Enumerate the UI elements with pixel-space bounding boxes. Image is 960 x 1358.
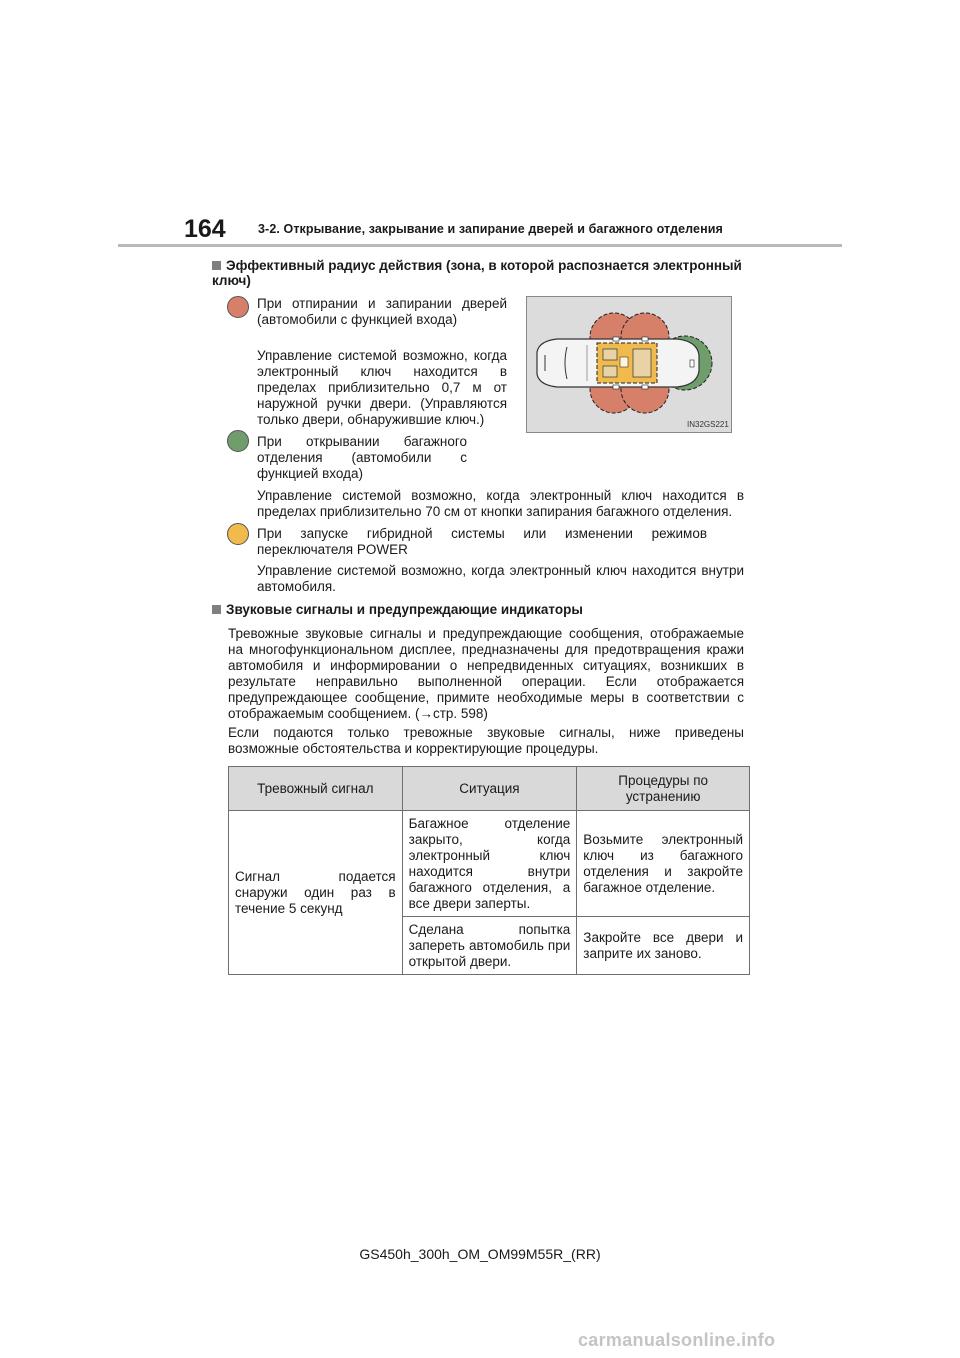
item1-body: Управление системой возможно, когда электронный ключ находится в пределах приблизительно 0,7 м от наружной ручки двери. (Управляются только двери, обнаружившие ключ.) bbox=[257, 348, 507, 427]
door-handle-icon bbox=[613, 385, 619, 389]
green-zone-marker bbox=[227, 430, 249, 452]
header-procedure: Процедуры по устранению bbox=[577, 767, 750, 811]
seat-front-right bbox=[603, 366, 617, 377]
door-handle-icon bbox=[613, 337, 619, 341]
item3-title: При запуске гибридной системы или изменении режимов переключателя POWER bbox=[257, 526, 707, 557]
square-bullet-icon bbox=[212, 261, 221, 270]
trunk-button-icon bbox=[690, 360, 694, 367]
range-heading bbox=[212, 258, 747, 288]
item1-title: При отпирании и запирании дверей (автомобили с функцией входа) bbox=[257, 296, 507, 327]
range-heading-text: Эффективный радиус действия (зона, в которой распознается электронный ключ) bbox=[212, 258, 742, 288]
door-handle-icon bbox=[642, 337, 648, 341]
procedure-cell: Возьмите электронный ключ из багажного отделения и закройте багажное отделение. bbox=[577, 811, 750, 917]
alarms-paragraph-2: Если подаются только тревожные звуковые сигналы, ниже приведены возможные обстоятельства и корректирующие процедуры. bbox=[228, 725, 744, 756]
watermark: carmanualsonline.info bbox=[578, 1330, 776, 1350]
item3-body: Управление системой возможно, когда электронный ключ находится внутри автомобиля. bbox=[257, 563, 744, 594]
situation-cell: Сделана попытка запереть автомобиль при открытой двери. bbox=[402, 917, 577, 975]
header-rule bbox=[118, 244, 842, 247]
document-code: GS450h_300h_OM_OM99M55R_(RR) bbox=[359, 1246, 601, 1262]
item2-title: При открывании багажного отделения (автомобили с функцией входа) bbox=[257, 434, 467, 481]
seat-front-left bbox=[603, 349, 617, 360]
yellow-zone-marker bbox=[227, 523, 249, 545]
procedure-cell: Закройте все двери и заприте их заново. bbox=[577, 917, 750, 975]
alarm-table bbox=[228, 766, 750, 975]
car-range-diagram bbox=[527, 297, 731, 432]
alarms-paragraph-1: Тревожные звуковые сигналы и предупреждающие сообщения, отображаемые на многофункциональном дисплее, предназначены для предотвращения кражи автомобиля и информировании о непредвиденных ситуациях, возникших в результате неправильно выполненной операции. Если отображается предупреждающее сообщение, примите необходимые меры в соответствии с отображаемым сообщением. (→стр. 598) bbox=[228, 626, 744, 721]
key-range-figure bbox=[526, 296, 732, 433]
table-row bbox=[229, 811, 750, 917]
console bbox=[620, 357, 628, 367]
red-zone-marker bbox=[227, 296, 249, 318]
alarms-heading bbox=[212, 602, 747, 617]
item2-body: Управление системой возможно, когда электронный ключ находится в пределах приблизительно 70 см от кнопки запирания багажного отделения. bbox=[257, 488, 744, 519]
page-number: 164 bbox=[184, 215, 226, 243]
header-alarm: Тревожный сигнал bbox=[229, 767, 403, 811]
header-situation: Ситуация bbox=[402, 767, 577, 811]
rear-seat bbox=[633, 349, 651, 377]
figure-code: IN32GS221 bbox=[687, 420, 729, 429]
section-title: 3-2. Открывание, закрывание и запирание дверей и багажного отделения bbox=[258, 222, 723, 236]
door-handle-icon bbox=[642, 385, 648, 389]
square-bullet-icon bbox=[212, 605, 221, 614]
alarms-heading-text: Звуковые сигналы и предупреждающие индикаторы bbox=[226, 602, 583, 617]
situation-cell: Багажное отделение закрыто, когда электронный ключ находится внутри багажного отделения, а все двери заперты. bbox=[402, 811, 577, 917]
alarm-cell: Сигнал подается снаружи один раз в течение 5 секунд bbox=[229, 811, 403, 975]
